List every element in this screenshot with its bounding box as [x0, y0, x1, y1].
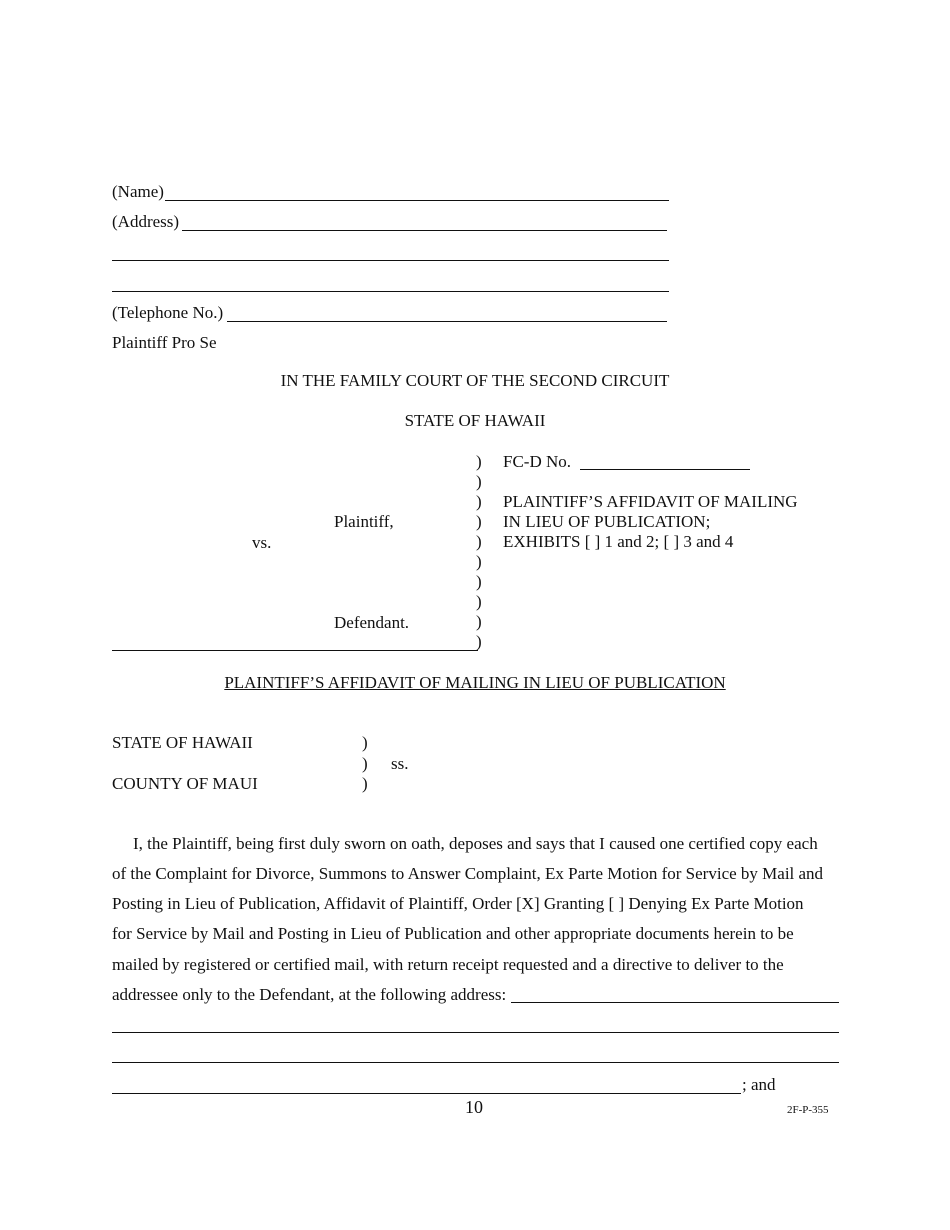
caption-doc-title-line-3: EXHIBITS [ ] 1 and 2; [ ] 3 and 4	[503, 532, 734, 551]
vs-label: vs.	[252, 533, 272, 552]
party-role: Plaintiff Pro Se	[112, 333, 217, 352]
defendant-address-line-1[interactable]	[511, 1002, 839, 1003]
body-text-line: I, the Plaintiff, being first duly sworn on oath, deposes and says that I caused one certified copy each	[133, 834, 818, 853]
venue-county: COUNTY OF MAUI	[112, 774, 258, 793]
caption-doc-title-line-2: IN LIEU OF PUBLICATION;	[503, 512, 711, 531]
caption-paren: )	[476, 552, 482, 571]
caption-doc-title-line-1: PLAINTIFF’S AFFIDAVIT OF MAILING	[503, 492, 798, 511]
body-text-line: mailed by registered or certified mail, with return receipt requested and a directive to deliver to the	[112, 955, 784, 974]
defendant-address-line-3[interactable]	[112, 1062, 839, 1063]
caption-bottom-line	[112, 650, 478, 651]
defendant-address-line-2[interactable]	[112, 1032, 839, 1033]
body-text-line: addressee only to the Defendant, at the following address:	[112, 985, 507, 1004]
defendant-address-line-4[interactable]	[112, 1093, 741, 1094]
address-label: (Address)	[112, 212, 180, 231]
defendant-label: Defendant.	[334, 613, 410, 632]
venue-paren: )	[362, 774, 368, 793]
caption-paren: )	[476, 612, 482, 631]
caption-paren: )	[476, 592, 482, 611]
document-title: PLAINTIFF’S AFFIDAVIT OF MAILING IN LIEU OF PUBLICATION	[224, 673, 726, 692]
case-number-field-line[interactable]	[580, 469, 750, 470]
venue-paren: )	[362, 733, 368, 752]
caption-paren: )	[476, 492, 482, 511]
body-text-line: of the Complaint for Divorce, Summons to Answer Complaint, Ex Parte Motion for Service by Mail and	[112, 864, 824, 883]
telephone-field-line[interactable]	[227, 321, 667, 322]
venue-ss: ss.	[391, 754, 409, 773]
address-end-text: ; and	[742, 1075, 776, 1094]
page-number: 10	[465, 1097, 483, 1117]
telephone-label: (Telephone No.)	[112, 303, 224, 322]
court-state: STATE OF HAWAII	[404, 411, 546, 430]
caption-paren: )	[476, 472, 482, 491]
address-field-line-3[interactable]	[112, 291, 669, 292]
form-code: 2F-P-355	[787, 1104, 829, 1116]
body-text-line: for Service by Mail and Posting in Lieu of Publication and other appropriate documents herein to be	[112, 924, 794, 943]
plaintiff-label: Plaintiff,	[334, 512, 394, 531]
caption-paren: )	[476, 512, 482, 531]
caption-paren: )	[476, 532, 482, 551]
body-text-line: Posting in Lieu of Publication, Affidavit of Plaintiff, Order [X] Granting [ ] Denying Ex Parte Motion	[112, 894, 804, 913]
name-field-line[interactable]	[165, 200, 669, 201]
venue-state: STATE OF HAWAII	[112, 733, 253, 752]
venue-paren: )	[362, 754, 368, 773]
caption-paren: )	[476, 452, 482, 471]
caption-paren: )	[476, 632, 482, 651]
address-field-line-2[interactable]	[112, 260, 669, 261]
court-name: IN THE FAMILY COURT OF THE SECOND CIRCUIT	[280, 371, 670, 390]
name-label: (Name)	[112, 182, 164, 201]
address-field-line[interactable]	[182, 230, 667, 231]
case-number-label: FC-D No.	[503, 452, 572, 471]
caption-paren: )	[476, 572, 482, 591]
